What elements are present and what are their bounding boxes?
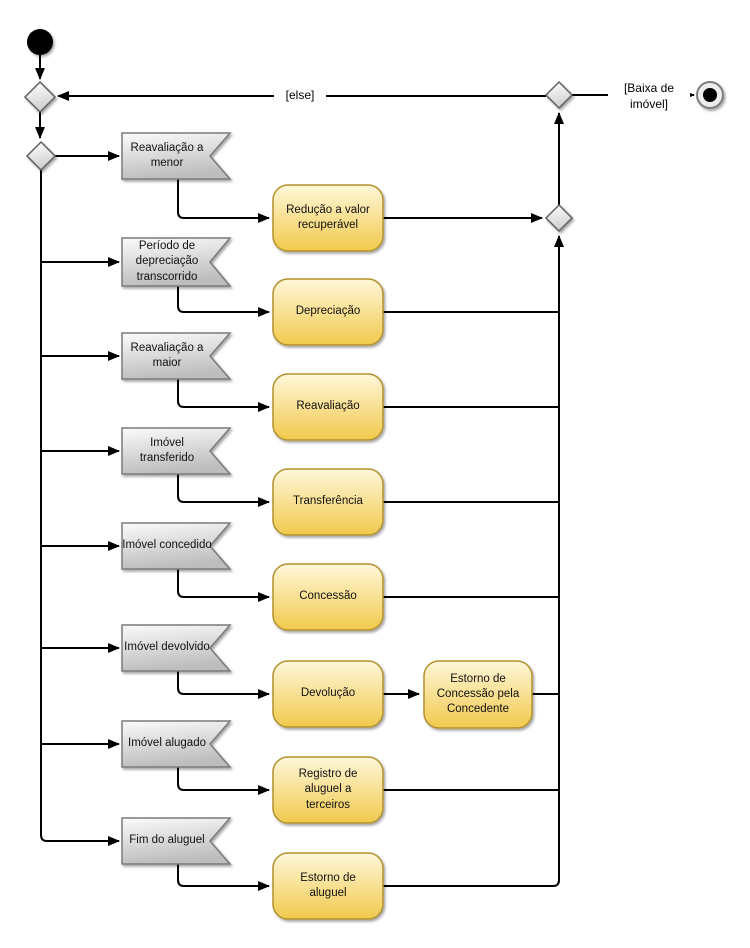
edge-signal1-to-activity1 bbox=[178, 179, 269, 218]
activity-label: Registro de aluguel a terceiros bbox=[298, 768, 358, 811]
signal-imovel-concedido bbox=[122, 523, 230, 569]
activity-transferencia bbox=[273, 469, 383, 535]
edge-signal4-to-activity4 bbox=[178, 474, 269, 502]
decision2-diamond bbox=[27, 142, 55, 170]
activity-reducao-valor bbox=[273, 185, 383, 251]
guard-else-label: [else] bbox=[274, 88, 326, 104]
signal-label: Reavaliação a menor bbox=[130, 141, 204, 169]
signal-label: Reavaliação a maior bbox=[130, 341, 204, 369]
activity-label: Estorno de aluguel bbox=[300, 871, 356, 899]
activity-label: Reavaliação bbox=[296, 400, 360, 413]
signal-imovel-alugado bbox=[122, 721, 230, 767]
final-node-core bbox=[703, 88, 717, 102]
decision1-diamond bbox=[25, 82, 55, 112]
signal-fim-aluguel bbox=[122, 818, 230, 864]
signal-label: Fim do aluguel bbox=[129, 834, 205, 847]
activity-label: Transferência bbox=[293, 495, 363, 508]
signal-periodo-depreciacao bbox=[122, 238, 230, 286]
signal-label: Período de depreciação transcorrido bbox=[135, 240, 199, 283]
merge-diamond bbox=[546, 205, 572, 231]
signal-label: Imóvel devolvido bbox=[124, 641, 210, 654]
edge-signal7-to-activity7 bbox=[178, 767, 269, 790]
edge-left-trunk-and-signal8 bbox=[41, 170, 119, 841]
edge-signal8-to-activity8 bbox=[178, 864, 269, 886]
edge-signal6-to-activity6 bbox=[178, 671, 269, 694]
activity-depreciacao bbox=[273, 279, 383, 345]
activity-label: Estorno de Concessão pela Concedente bbox=[436, 672, 520, 716]
activity-label: Concessão bbox=[299, 590, 357, 603]
edge-signal2-to-activity2 bbox=[178, 286, 269, 312]
activity-label: Depreciação bbox=[295, 305, 361, 318]
signal-imovel-transferido bbox=[122, 428, 230, 474]
activity-devolucao bbox=[273, 661, 383, 727]
top-right-decision-diamond bbox=[546, 82, 572, 108]
guard-baixa-label: [Baixa de imóvel] bbox=[608, 79, 690, 115]
signal-reavaliacao-maior bbox=[122, 333, 230, 379]
edge-activity8-and-right-trunk bbox=[383, 236, 559, 886]
activity-label: Redução a valor recuperável bbox=[286, 203, 370, 231]
signal-label: Imóvel transferido bbox=[139, 436, 195, 464]
initial-node bbox=[27, 29, 53, 55]
signal-label: Imóvel concedido bbox=[122, 539, 212, 552]
activity-registro-aluguel bbox=[273, 757, 383, 823]
activity-label: Devolução bbox=[300, 687, 356, 700]
signal-reavaliacao-menor bbox=[122, 133, 230, 179]
activity-estorno-concessao bbox=[424, 661, 532, 728]
activity-concessao bbox=[273, 564, 383, 630]
activity-estorno-aluguel bbox=[273, 853, 383, 919]
signal-imovel-devolvido bbox=[122, 625, 230, 671]
edge-signal3-to-activity3 bbox=[178, 379, 269, 407]
activity-reavaliacao bbox=[273, 374, 383, 440]
signal-label: Imóvel alugado bbox=[128, 737, 206, 750]
edge-signal5-to-activity5 bbox=[178, 569, 269, 597]
